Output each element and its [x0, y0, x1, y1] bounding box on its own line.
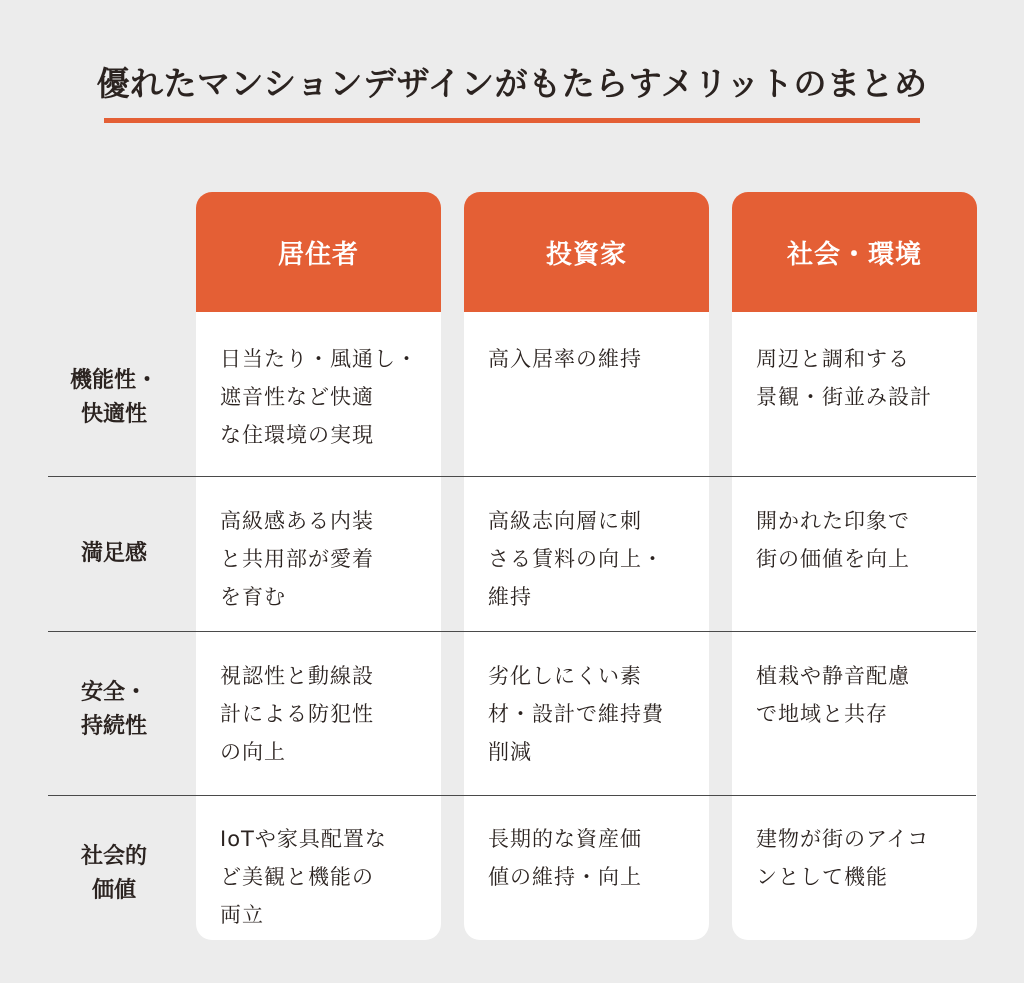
row-divider: [48, 476, 976, 477]
cell-row3-society: 植栽や静音配慮 で地域と共存: [756, 664, 910, 726]
cell-row2-society: 開かれた印象で 街の価値を向上: [756, 509, 910, 571]
cell-row1-society: 周辺と調和する 景観・街並み設計: [756, 347, 932, 409]
cell-row3-residents: 視認性と動線設 計による防犯性 の向上: [220, 664, 374, 764]
row-label-social-value: 社会的 価値: [80, 844, 147, 903]
cell-row1-investors: 高入居率の維持: [488, 347, 642, 371]
page-title: 優れたマンションデザインがもたらすメリットのまとめ: [96, 64, 928, 103]
cell-row3-investors: 劣化しにくい素 材・設計で維持費 削減: [488, 664, 664, 764]
title-underline: [104, 118, 920, 123]
cell-row4-residents: IoTや家具配置な ど美観と機能の 両立: [220, 827, 387, 927]
row-label-function-comfort: 機能性・ 快適性: [69, 368, 158, 427]
row-divider: [48, 631, 976, 632]
row-label-satisfaction: 満足感: [80, 541, 147, 566]
row-divider: [48, 795, 976, 796]
cell-row2-investors: 高級志向層に刺 さる賃料の向上・ 維持: [488, 509, 664, 609]
column-header-investors: 投資家: [464, 192, 709, 312]
column-header-society: 社会・環境: [732, 192, 977, 312]
cell-row4-investors: 長期的な資産価 値の維持・向上: [488, 827, 642, 889]
column-header-residents: 居住者: [196, 192, 441, 312]
row-label-safety-sustainability: 安全・ 持続性: [80, 680, 147, 739]
cell-row4-society: 建物が街のアイコ ンとして機能: [756, 827, 930, 889]
cell-row1-residents: 日当たり・風通し・ 遮音性など快適 な住環境の実現: [220, 347, 418, 447]
cell-row2-residents: 高級感ある内装 と共用部が愛着 を育む: [220, 509, 374, 609]
